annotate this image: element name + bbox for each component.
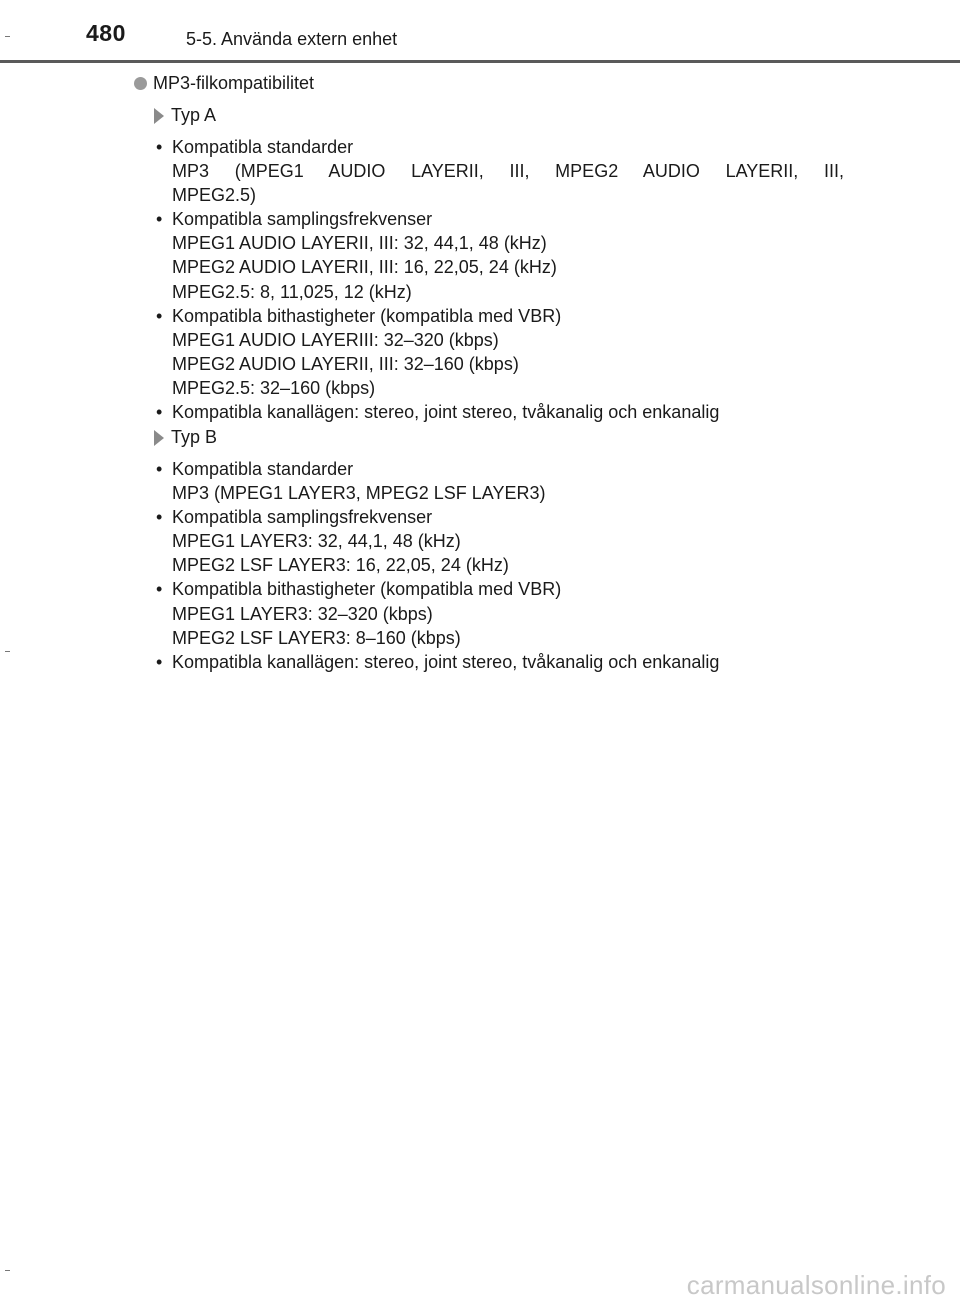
list-bullet: • (156, 507, 163, 528)
item-detail-line: MPEG1 LAYER3: 32–320 (kbps) (172, 603, 433, 624)
list-item (154, 650, 844, 674)
list-bullet: • (156, 651, 163, 672)
page-number: 480 (86, 20, 126, 46)
item-label: Kompatibla samplingsfrekvenser (172, 507, 433, 528)
type-heading-text: Typ A (171, 105, 217, 125)
type-a-list (154, 135, 844, 424)
list-bullet: • (156, 137, 163, 157)
item-label: Kompatibla standarder (172, 137, 354, 157)
type-heading-a (154, 105, 216, 126)
item-detail-line: MPEG2.5) (172, 185, 257, 206)
list-item (154, 304, 844, 400)
triangle-arrow-icon (154, 108, 164, 124)
item-detail-line: MPEG1 AUDIO LAYERII, III: 32, 44,1, 48 (kHz) (172, 233, 547, 254)
item-detail-line: MPEG2.5: 32–160 (kbps) (172, 377, 376, 398)
item-label: Kompatibla bithastigheter (kompatibla med VBR) (172, 305, 562, 326)
item-label: Kompatibla samplingsfrekvenser (172, 209, 433, 230)
list-item (154, 505, 844, 577)
page-header (0, 0, 960, 62)
list-bullet: • (156, 579, 163, 600)
list-bullet: • (156, 305, 163, 326)
header-rule (0, 60, 960, 63)
section-heading-text: MP3-filkompatibilitet (153, 73, 315, 93)
item-detail-line: MP3 (MPEG1 LAYER3, MPEG2 LSF LAYER3) (172, 483, 546, 504)
triangle-arrow-icon (154, 430, 164, 446)
type-b-list (154, 457, 844, 674)
crop-mark (5, 1270, 10, 1271)
item-detail-line: MPEG2 LSF LAYER3: 16, 22,05, 24 (kHz) (172, 555, 509, 576)
list-item (154, 135, 844, 207)
section-heading (134, 73, 314, 94)
item-detail-line: MP3 (MPEG1 AUDIO LAYERII, III, MPEG2 AUDIO LAYERII, III, (172, 161, 844, 182)
item-detail-line: MPEG1 LAYER3: 32, 44,1, 48 (kHz) (172, 531, 461, 552)
type-heading-text: Typ B (171, 427, 218, 447)
item-label: Kompatibla kanallägen: stereo, joint stereo, tvåkanalig och enkanalig (172, 651, 720, 672)
watermark: carmanualsonline.info (686, 1270, 946, 1300)
crop-mark (5, 651, 10, 652)
item-label: Kompatibla bithastigheter (kompatibla med VBR) (172, 579, 562, 600)
item-detail-line: MPEG2 LSF LAYER3: 8–160 (kbps) (172, 627, 461, 648)
circle-bullet-icon (134, 77, 147, 90)
item-detail-line: MPEG2 AUDIO LAYERII, III: 16, 22,05, 24 (kHz) (172, 257, 557, 278)
item-label: Kompatibla standarder (172, 459, 354, 479)
item-detail-line: MPEG2 AUDIO LAYERII, III: 32–160 (kbps) (172, 353, 519, 374)
section-title: 5-5. Använda extern enhet (186, 29, 398, 49)
type-heading-b (154, 427, 217, 448)
list-item (154, 457, 844, 505)
list-item (154, 400, 844, 424)
list-bullet: • (156, 459, 163, 479)
list-bullet: • (156, 209, 163, 230)
list-bullet: • (156, 402, 163, 423)
item-detail-line: MPEG2.5: 8, 11,025, 12 (kHz) (172, 281, 412, 302)
crop-mark (5, 36, 10, 37)
list-item (154, 207, 844, 303)
list-item (154, 577, 844, 649)
item-detail-line: MPEG1 AUDIO LAYERIII: 32–320 (kbps) (172, 329, 499, 350)
item-label: Kompatibla kanallägen: stereo, joint stereo, tvåkanalig och enkanalig (172, 402, 720, 423)
